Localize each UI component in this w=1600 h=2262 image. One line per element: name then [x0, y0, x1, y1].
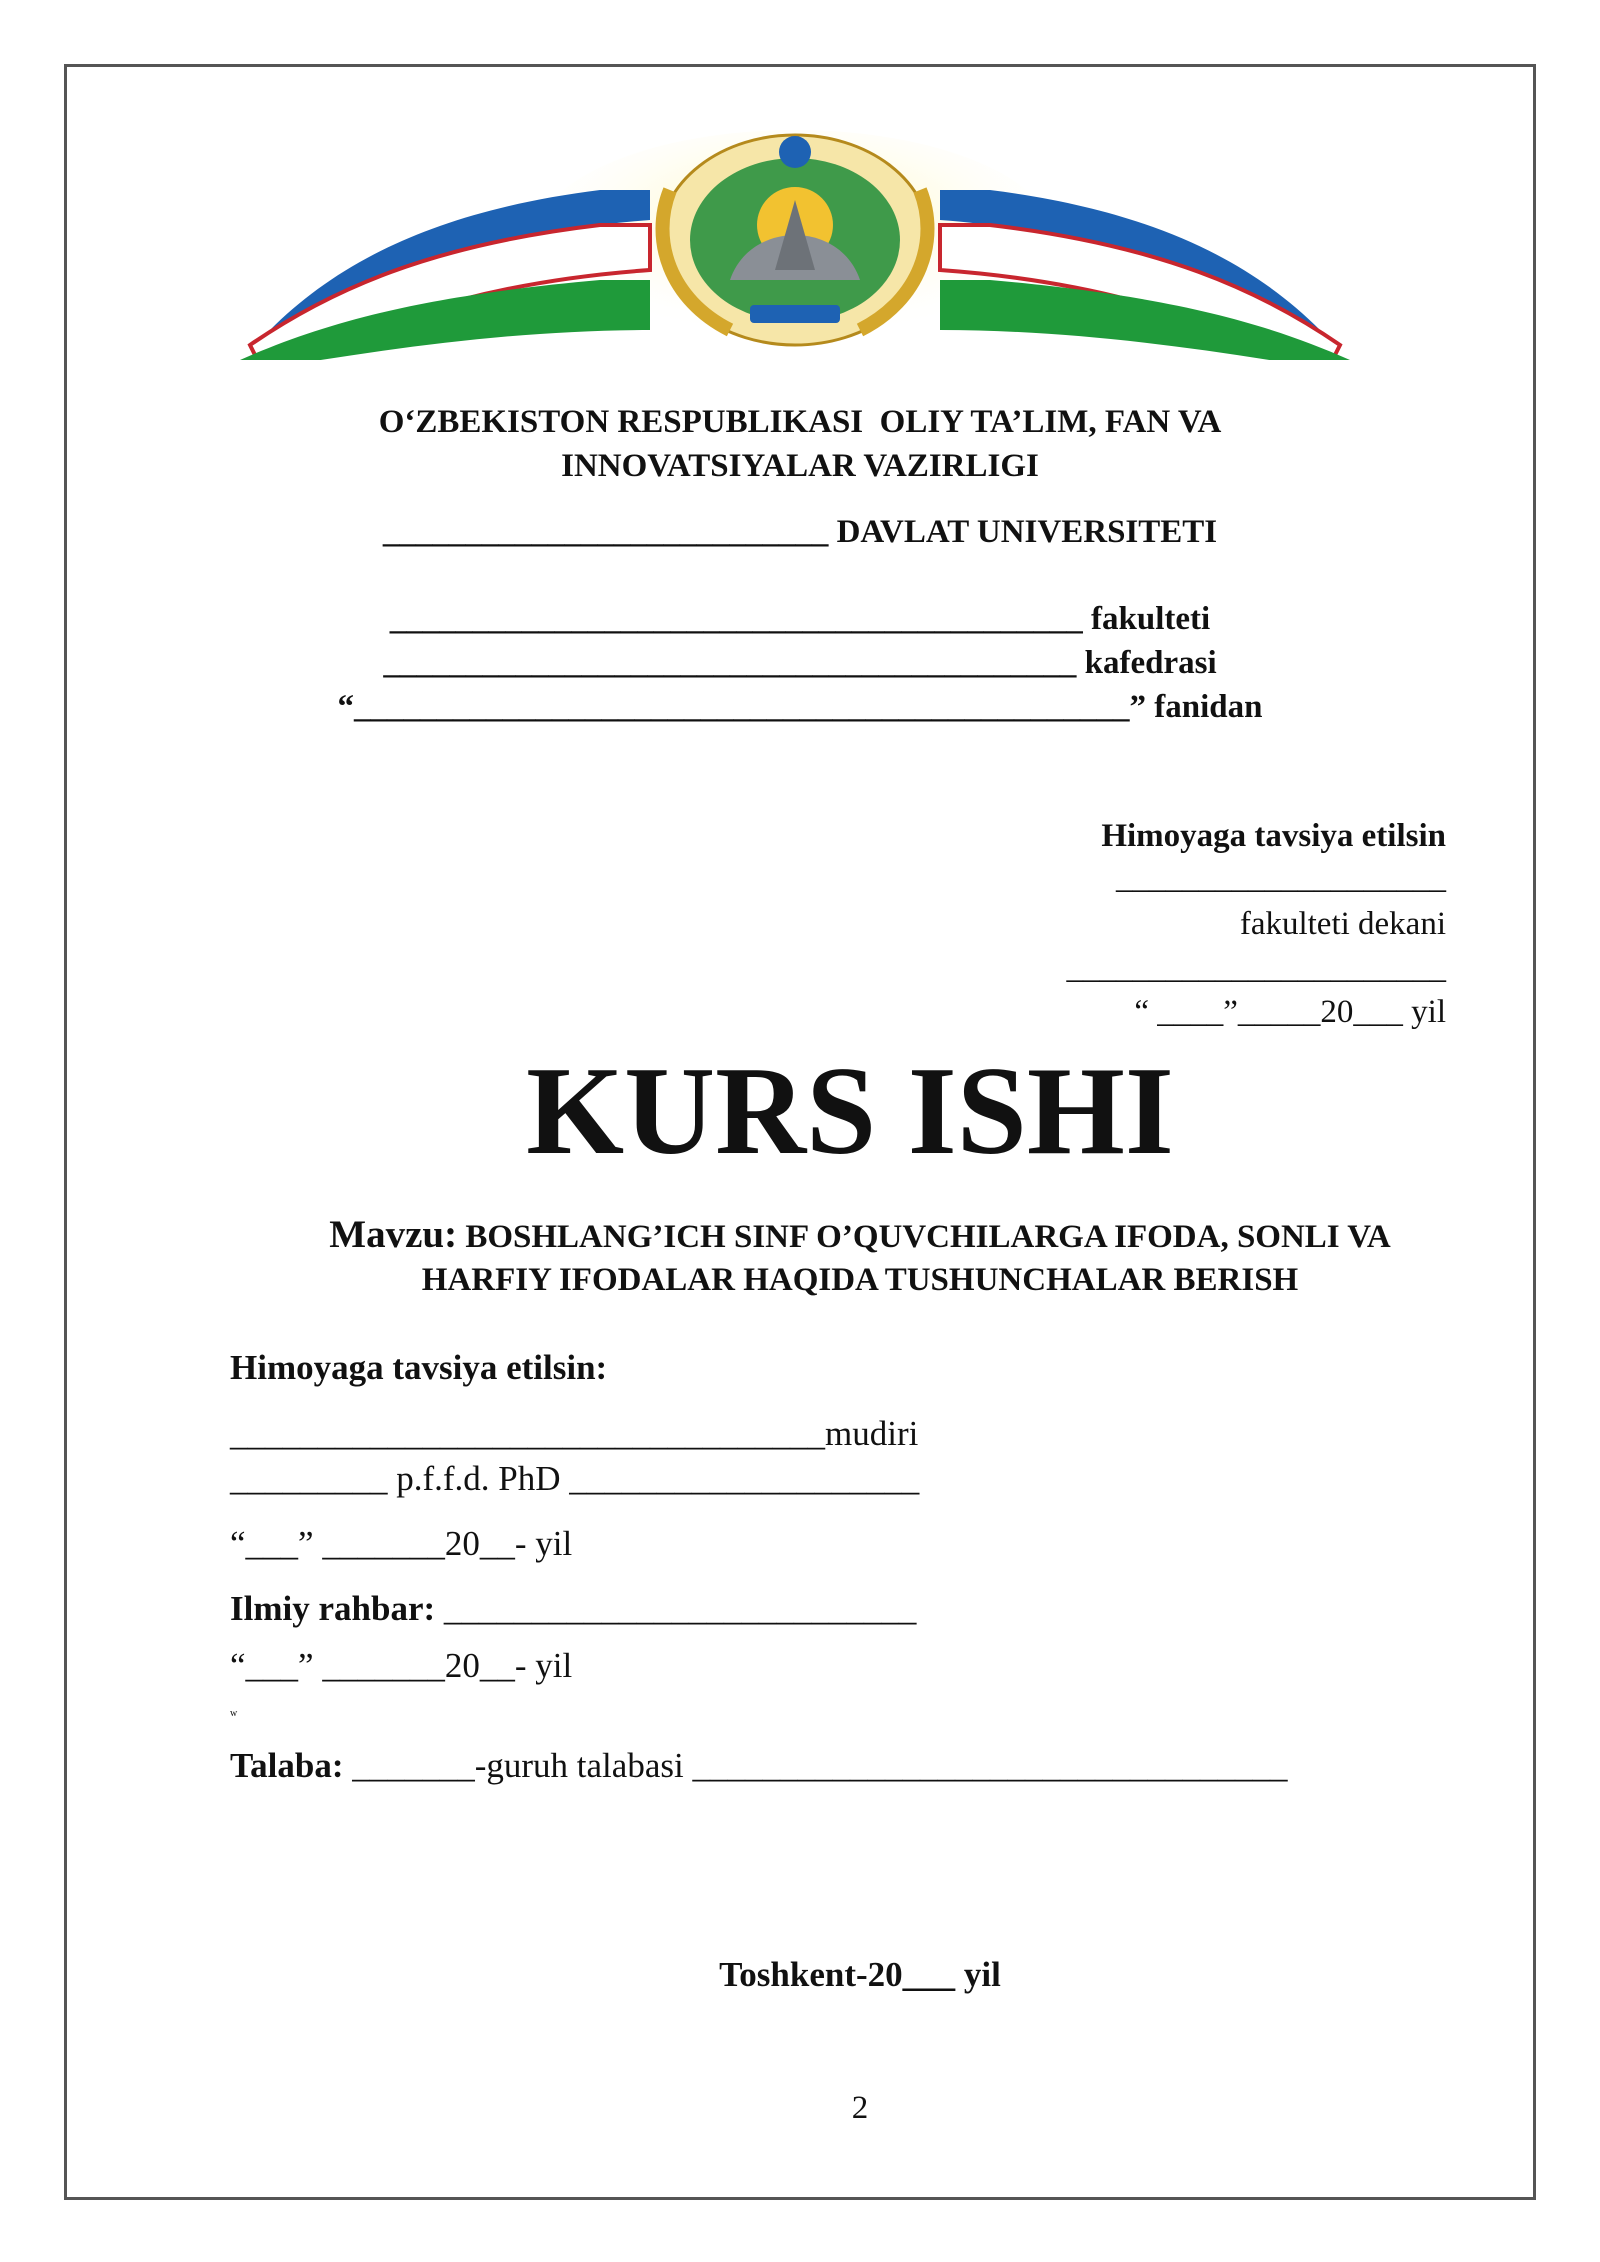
student-blank: _______-guruh talabasi __________________________________ [343, 1746, 1288, 1785]
approval-left-heading: Himoyaga tavsiya etilsin: [230, 1348, 608, 1387]
supervisor-line [230, 1589, 916, 1629]
page-number: 2 [851, 2090, 869, 2126]
subject-line: “_______________________________________________” fanidan [337, 689, 1263, 725]
stray-mark: w [230, 1708, 238, 1719]
topic-line-2: HARFIY IFODALAR HAQIDA TUSHUNCHALAR BERISH [421, 1262, 1299, 1298]
topic-line-1 [200, 1212, 1520, 1257]
department-line: __________________________________________ kafedrasi [383, 645, 1217, 681]
approval-right-heading: Himoyaga tavsiya etilsin [1101, 818, 1446, 854]
approval-left-date: “___” _______20__- yil [230, 1524, 573, 1563]
approval-right-date: “ ____”_____20___ yil [1134, 994, 1446, 1030]
approval-right-line-2: _______________________ [1066, 950, 1446, 986]
ministry-line-2: INNOVATSIYALAR VAZIRLIGI [561, 448, 1039, 484]
ministry-line-1: O‘ZBEKISTON RESPUBLIKASI OLIY TA’LIM, FAN VA [378, 404, 1222, 440]
department-head-line: __________________________________mudiri [230, 1414, 919, 1453]
student-line [230, 1746, 1287, 1786]
supervisor-date: “___” _______20__- yil [230, 1646, 573, 1685]
topic-text-1: BOSHLANG’ICH SINF O’QUVCHILARGA IFODA, SONLI VA [457, 1219, 1391, 1255]
student-label: Talaba: [230, 1746, 344, 1785]
faculty-line: __________________________________________ fakulteti [389, 601, 1211, 637]
topic-label: Mavzu: [329, 1213, 458, 1256]
city-year: Toshkent-20___ yil [719, 1955, 1001, 1994]
supervisor-blank: ___________________________ [435, 1589, 917, 1628]
document-title: KURS ISHI [526, 1042, 1174, 1181]
supervisor-label: Ilmiy rahbar: [230, 1589, 436, 1628]
approval-right-line-1: ____________________ [1116, 860, 1446, 896]
university-line: ___________________________ DAVLAT UNIVERSITETI [382, 514, 1218, 550]
uzbekistan-emblem-banner [230, 130, 1360, 360]
dean-label: fakulteti dekani [1239, 906, 1446, 942]
phd-line: _________ p.f.f.d. PhD ____________________ [230, 1459, 920, 1498]
